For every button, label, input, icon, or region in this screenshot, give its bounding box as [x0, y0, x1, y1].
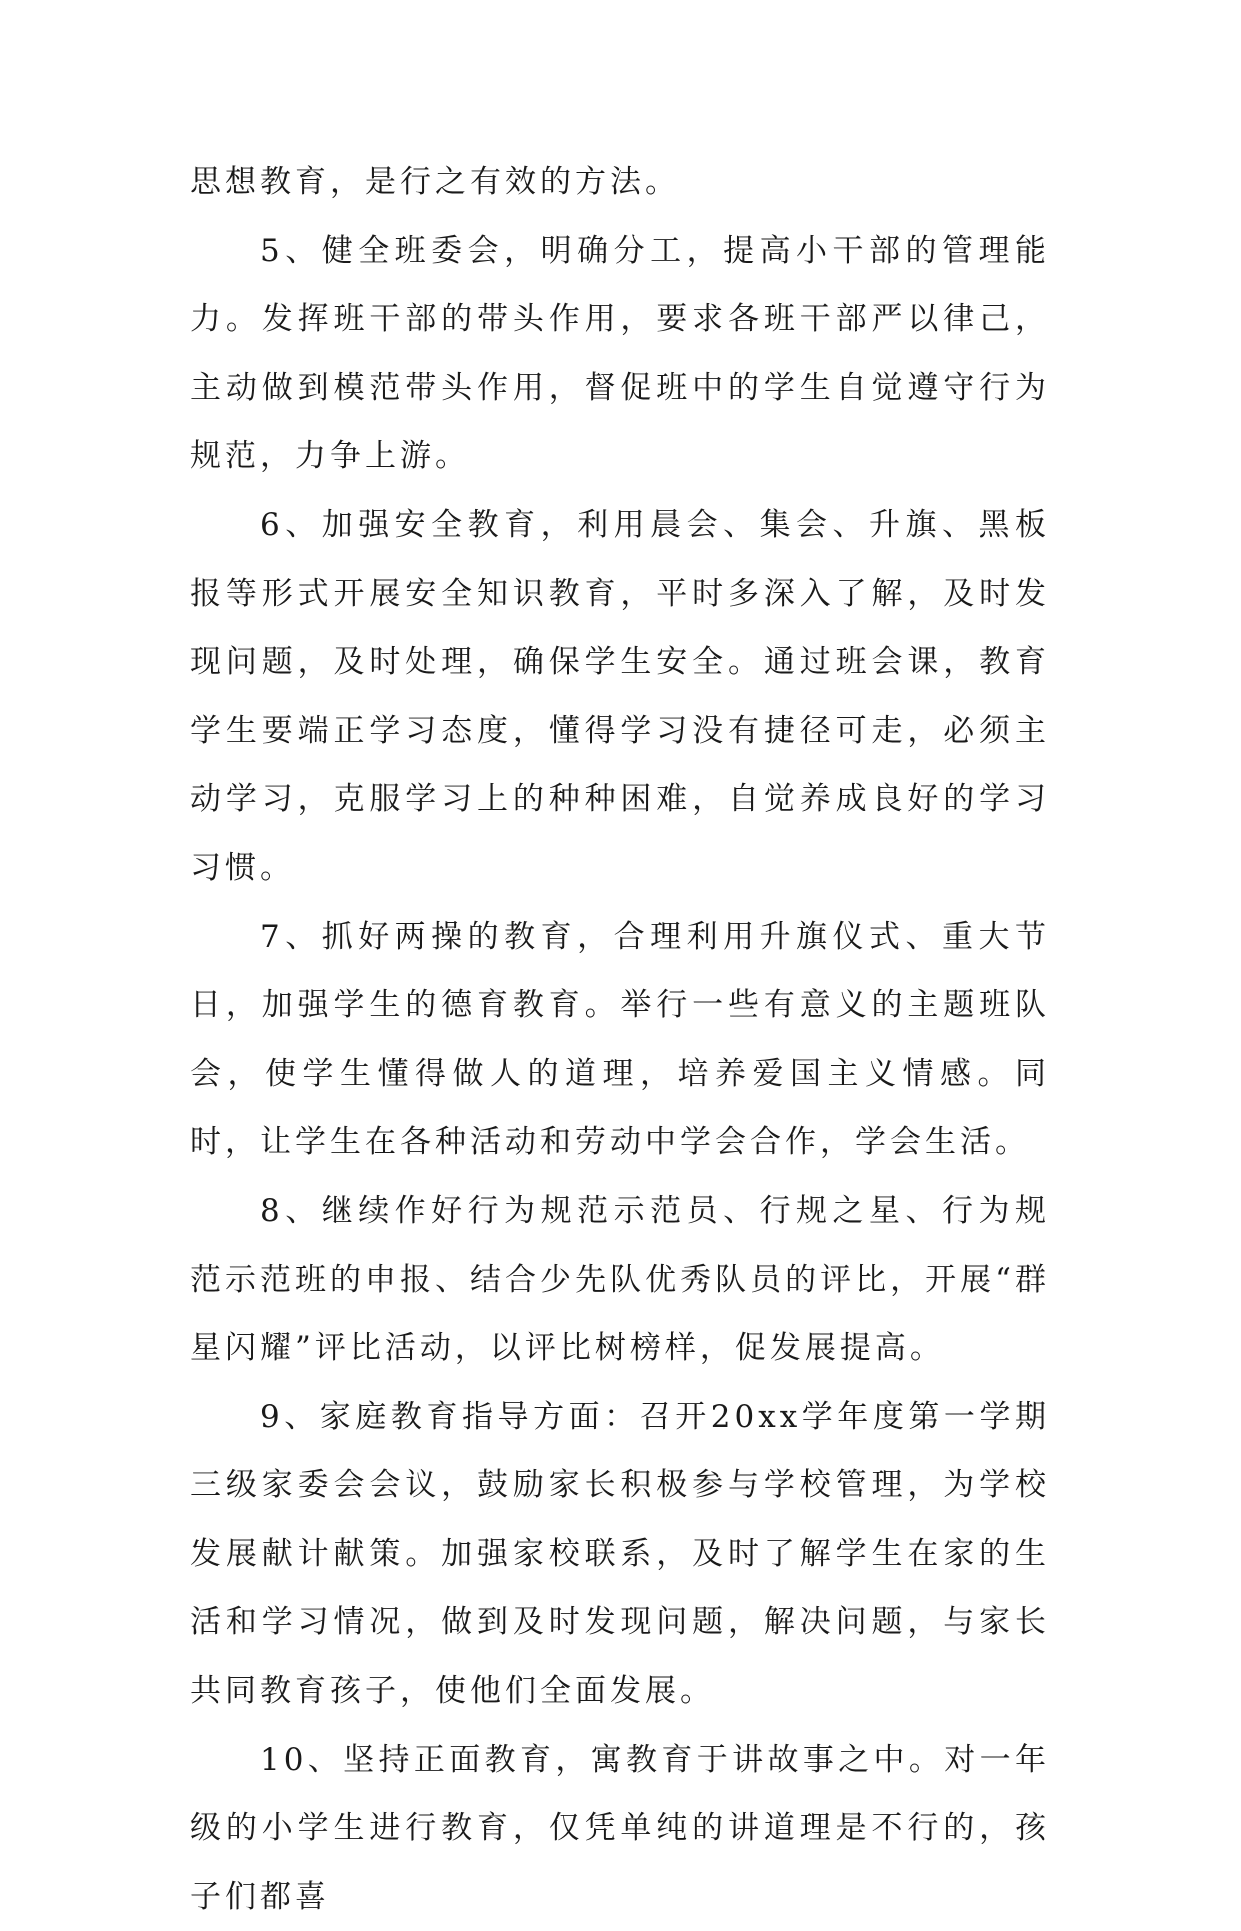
- document-page: [190, 148, 1050, 1931]
- paragraph-item-10: 10、坚持正面教育，寓教育于讲故事之中。对一年级的小学生进行教育，仅凭单纯的讲道理是不行的，孩子们都喜: [190, 1741, 1050, 1915]
- paragraph-item-5: 5、健全班委会，明确分工，提高小干部的管理能力。发挥班干部的带头作用，要求各班干部严以律己，主动做到模范带头作用，督促班中的学生自觉遵守行为规范，力争上游。: [190, 232, 1050, 475]
- paragraph-continuation: 思想教育，是行之有效的方法。: [190, 164, 680, 200]
- paragraph-item-9: 9、家庭教育指导方面：召开20xx学年度第一学期三级家委会会议，鼓励家长积极参与学校管理，为学校发展献计献策。加强家校联系，及时了解学生在家的生活和学习情况，做到及时发现问题，解决问题，与家长共同教育孩子，使他们全面发展。: [190, 1398, 1050, 1710]
- paragraph-item-7: 7、抓好两操的教育，合理利用升旗仪式、重大节日，加强学生的德育教育。举行一些有意义的主题班队会，使学生懂得做人的道理，培养爱国主义情感。同时，让学生在各种活动和劳动中学会合作，学会生活。: [190, 918, 1050, 1161]
- paragraph-item-8: 8、继续作好行为规范示范员、行规之星、行为规范示范班的申报、结合少先队优秀队员的评比，开展“群星闪耀”评比活动，以评比树榜样，促发展提高。: [190, 1192, 1050, 1367]
- paragraph-item-6: 6、加强安全教育，利用晨会、集会、升旗、黑板报等形式开展安全知识教育，平时多深入了解，及时发现问题，及时处理，确保学生安全。通过班会课，教育学生要端正学习态度，懂得学习没有捷径可走，必须主动学习，克服学习上的种种困难，自觉养成良好的学习习惯。: [190, 506, 1050, 886]
